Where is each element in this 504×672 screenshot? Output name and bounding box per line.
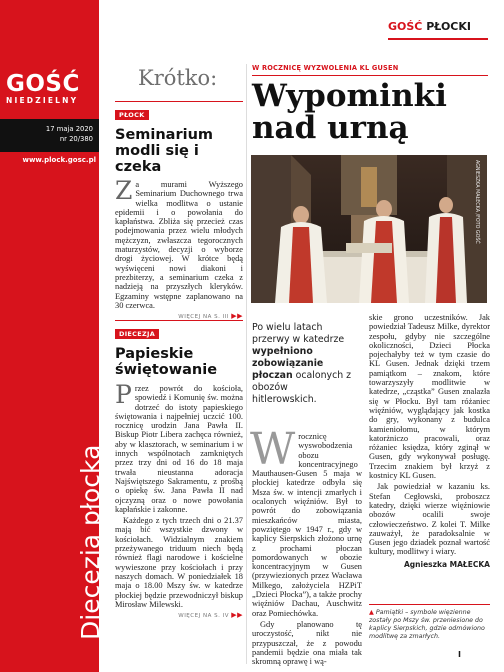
issue-info [0, 119, 99, 152]
brief-text: rzez powrót do kościoła, spowiedź i Komunię św. można dotrzeć do istoty papieskiego świętowania i najpełniej uczcić 100. rocznicę urodzin Jana Pawła II. Biskup Piotr Libera zachęca również, aby w klasztorach, w seminarium i w innych wspólnotach zamkniętych przez trzy dni od 16 do 18 maja trwała nieustanna adoracja Najświętszego Sakramentu, z prośbą o opiekę św. Jana Pawła II nad ojczyzną oraz o nowe powołania kapłańskie i zakonne. [115, 384, 243, 514]
brief-title[interactable]: Seminarium modli się i czeka [115, 127, 214, 175]
more-link[interactable] [115, 611, 243, 619]
dropcap: Z [115, 176, 133, 205]
caption-text: Pamiątki – symbole więzienne zostały po Mszy św. przeniesione do kaplicy Sierpskich, gdzie odmówiono modlitwę za zmarłych. [369, 609, 485, 640]
arrow-right-icon: ▶▶ [231, 611, 243, 620]
article-kicker: W ROCZNICĘ WYZWOLENIA KL GUSEN [252, 64, 399, 72]
header-rule [388, 38, 488, 40]
brief-tag: DIECEZJA [115, 329, 159, 339]
article-text-3: skie grono uczestników. Jak powiedział Tadeusz Milke, dyrektor zespołu, gdyby nie szczególne okoliczności, Dzieci Płocka pojechałyby też w tym czasie do KL Gusen. Jednak dzięki trzem pamiątkom – znakom, które towarzyszyły modlitwie w katedrze, „cząstka” Gusen znalazła się w Płocku. Był tam różaniec więźniów, wyglądający jak kostka do gry, wykonany z budulca kamieniołomu, w którym katorżniczo pracowali, oraz różaniec księdza, który zginął w Gusen, gdy wykonywał posługę. Trzecim znakiem był krzyż z kostnicy KL Gusen. [369, 313, 490, 481]
logo-subtitle: NIEDZIELNY [6, 96, 79, 105]
brief-tag: PŁOCK [115, 110, 149, 120]
article-photo [251, 155, 487, 303]
pullquote-bold: wypełniono zobowiązanie płoczan [252, 346, 324, 381]
article-text-4: Jak powiedział w kazaniu ks. Stefan Cegłowski, proboszcz katedry, dzięki wierze więźniowie obozów ocalili swoje człowieczeństwo. Z kolei T. Milke zauważył, że paradoksalnie w Gusen jego dziadek poznał wartość kultury, modlitwy i wiary. [369, 482, 490, 557]
dropcap: P [115, 380, 132, 409]
issue-date: 17 maja 2020 [45, 125, 93, 133]
pull-quote [252, 322, 354, 406]
photo-caption [369, 604, 490, 641]
dropcap: W [250, 424, 296, 475]
article-title[interactable]: Wypominki nad urną [252, 78, 447, 146]
brand-city: PŁOCKI [426, 20, 471, 33]
article-text-2: Gdy planowano tę uroczystość, nikt nie przypuszczał, że z powodu pandemii będzie ona miała tak skromną oprawę i wą- [252, 619, 362, 667]
more-label: WIĘCEJ NA S. III [178, 314, 229, 321]
article-text: rocznicę wyswobodzenia obozu koncentracyjnego Mauthausen-Gusen 5 maja w płockiej katedrze odbyła się Msza św. w intencji zmarłych i ocalonych więźniów. Był to powrót do zobowiązania mieszkańców miasta, powziętego w 1947 r., gdy w kaplicy Sierpskich złożono urnę z prochami płoczan pomordowanych w obozie koncentracyjnym w Gusen (przywiezionych przez Wacława Milkego, założyciela HZPiT „Dzieci Płocka”), a także prochy więźniów Dachau, Auschwitz oraz Pomiechówka. [252, 432, 362, 618]
tag-rule [115, 320, 243, 321]
gosc-logo[interactable] [6, 72, 94, 106]
triangle-icon: ▲ [369, 609, 374, 616]
brand-gosc: GOŚĆ [388, 20, 423, 33]
article-column-2 [369, 313, 490, 569]
more-link[interactable] [115, 312, 243, 320]
section-title: Krótko: [138, 66, 218, 90]
brief-title[interactable]: Papieskie świętowanie [115, 346, 218, 378]
issue-number: nr 20/380 [59, 135, 93, 143]
article-column-1 [250, 424, 362, 668]
tag-rule [115, 101, 243, 102]
brief-body [115, 176, 243, 310]
pullquote-text-end: ocalonych z obozów hitlerowskich. [252, 370, 352, 405]
brief-seminarium [115, 101, 243, 320]
logo-text: GOŚĆ [6, 71, 80, 97]
brief-papieskie [115, 320, 243, 619]
page-number: I [458, 650, 461, 659]
edition-title: Diecezja płocka [76, 444, 105, 640]
pullquote-text: Po wielu latach przerwy w katedrze [252, 322, 345, 345]
brief-text-2: Każdego z tych trzech dni o 21.37 mają bić wszystkie dzwony w kościołach. Widzialnym znakiem przeżywanego triduum niech będą również flagi narodowe i kościelne wywieszone przy kościołach i przy naszych domach. W poniedziałek 18 maja o 18.00 Mszy św. w katedrze płockiej będzie przewodniczył biskup Mirosław Milewski. [115, 516, 243, 609]
photo-credit: AGNIESZKA MAŁECKA /FOTO GOŚĆ [474, 160, 479, 244]
more-label: WIĘCEJ NA S. IV [178, 613, 229, 620]
article-author: Agnieszka MAŁECKA [404, 559, 490, 569]
brief-text: a murami Wyższego Seminarium Duchownego trwa wielka modlitwa o ustanie epidemii i o powołania do kapłaństwa. Zbliża się przecież czas podejmowania przez wielu młodych mężczyzn, zwłaszcza tegorocznych maturzystów, decyzji o wyborze drogi życiowej. W krótce będą wyświęceni nowi diakoni i prezbiterzy, a seminarium czeka z nadzieją na przyszłych kleryków. Egzaminy wstępne zaplanowano na 30 czerwca. [115, 180, 243, 310]
site-link[interactable]: www.plock.gosc.pl [22, 156, 96, 164]
cathedral-mass-photo [251, 155, 487, 303]
arrow-right-icon: ▶▶ [231, 312, 243, 321]
brief-body [115, 380, 243, 609]
edition-brand [388, 20, 471, 33]
column-divider [246, 64, 247, 664]
kicker-rule [252, 75, 488, 76]
